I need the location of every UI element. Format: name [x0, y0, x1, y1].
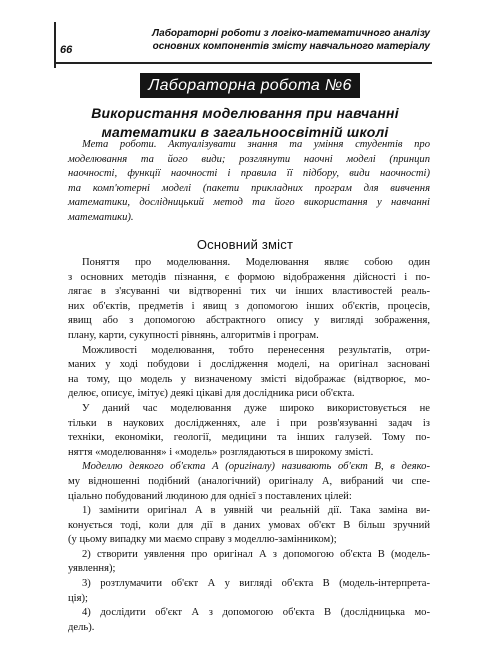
text-line: плану, карти, сукупності рівнянь, алгоритмів і програм.	[68, 329, 319, 341]
text-line: на тому, що модель у визначеному змісті відображає (відтворює, мо-	[68, 373, 430, 385]
text-line: та комп'ютерні моделі (пакети прикладних програм для вивчення	[68, 182, 430, 194]
header-horizontal-rule	[54, 62, 432, 64]
text-line: ція);	[68, 592, 88, 604]
lab-title	[60, 104, 430, 142]
text-line: Можливості моделювання, тобто перенесення результатів, отри-	[82, 344, 430, 356]
running-title-line: Лабораторні роботи з логіко-математичного аналізу	[152, 28, 430, 39]
text-line: математики, дослідницький метод та його використання у навчанні	[68, 197, 430, 209]
text-line: 3) розтлумачити об'єкт А у вигляді об'єкта В (модель-інтерпрета-	[82, 578, 430, 590]
text-line: уявлення);	[68, 563, 116, 575]
running-title-line: основних компонентів змісту навчального матеріалу	[152, 41, 430, 52]
text-line: 2) створити уявлення про оригінал А з допомогою об'єкта В (модель-	[82, 548, 430, 560]
text-line: 1) замінити оригінал А в уявній чи реальній дії. Така заміна ви-	[82, 505, 430, 517]
text-line: маних у ході побудови і дослідження моделі, на оригінал засновані	[68, 359, 430, 371]
text-line: ціально побудований людиною для однієї з поставлених цілей:	[68, 490, 352, 502]
goal-paragraph	[68, 138, 430, 226]
text-line: няття «моделювання» і «модель» розглядаються в широкому змісті.	[68, 446, 374, 458]
text-line: лягає в з'ясуванні чи відтворенні тих чи інших властивостей реаль-	[68, 286, 430, 298]
text-line: з основних методів пізнання, є формою відображення дійсності і по-	[68, 271, 430, 283]
text-line: наочності, функції наочності і правила її підбору, види наочності)	[68, 168, 430, 180]
text-line: дель).	[68, 621, 95, 633]
text-line: явищ або з допомогою абстрактного опису у вигляді зображення,	[68, 315, 430, 327]
text-line: техніки, економіки, геології, медицини та інших галузей. Тому по-	[68, 432, 430, 444]
text-line: Мета роботи. Актуалізувати знання та уміння студентів про	[82, 139, 430, 150]
lab-title-line: Використання моделювання при навчанні	[91, 105, 399, 121]
main-text	[68, 256, 430, 635]
text-line: конується тоді, коли для дії в даних умовах об'єкт В більш зручний	[68, 519, 430, 531]
lab-banner: Лабораторна робота №6	[140, 73, 360, 98]
text-line: них об'єктів, предметів і явищ з допомогою інших об'єктів, процесів,	[68, 300, 430, 312]
text-line: математики).	[68, 211, 134, 223]
text-line: (у цьому випадку ми маємо справу з моделлю-замінником);	[68, 534, 337, 546]
text-line: Поняття про моделювання. Моделювання являє собою один	[82, 257, 430, 268]
text-line: моделювання та його види; розглянути наочні моделі (принцип	[68, 153, 430, 165]
lab-title-line: математики в загальноосвітній школі	[101, 124, 389, 140]
text-line: му відношенні подібний (аналогічний) оригіналу А, вибраний чи спе-	[68, 475, 430, 487]
page-number: 66	[60, 44, 73, 56]
text-line: делює, описує, імітує) деякі цікаві для дослідника риси об'єкта.	[68, 388, 355, 400]
section-heading: Основний зміст	[196, 237, 294, 252]
text-line: У даний час моделювання дуже широко використовується не	[82, 402, 430, 414]
text-line: 4) дослідити об'єкт А з допомогою об'єкта В (дослідницька мо-	[82, 607, 430, 619]
running-title	[150, 27, 430, 53]
text-line: Моделлю деякого об'єкта А (оригіналу) називають об'єкт В, в деяко-	[82, 461, 430, 473]
text-line: тільки в наукових дослідженнях, але і при розв'язуванні задач із	[68, 417, 430, 429]
